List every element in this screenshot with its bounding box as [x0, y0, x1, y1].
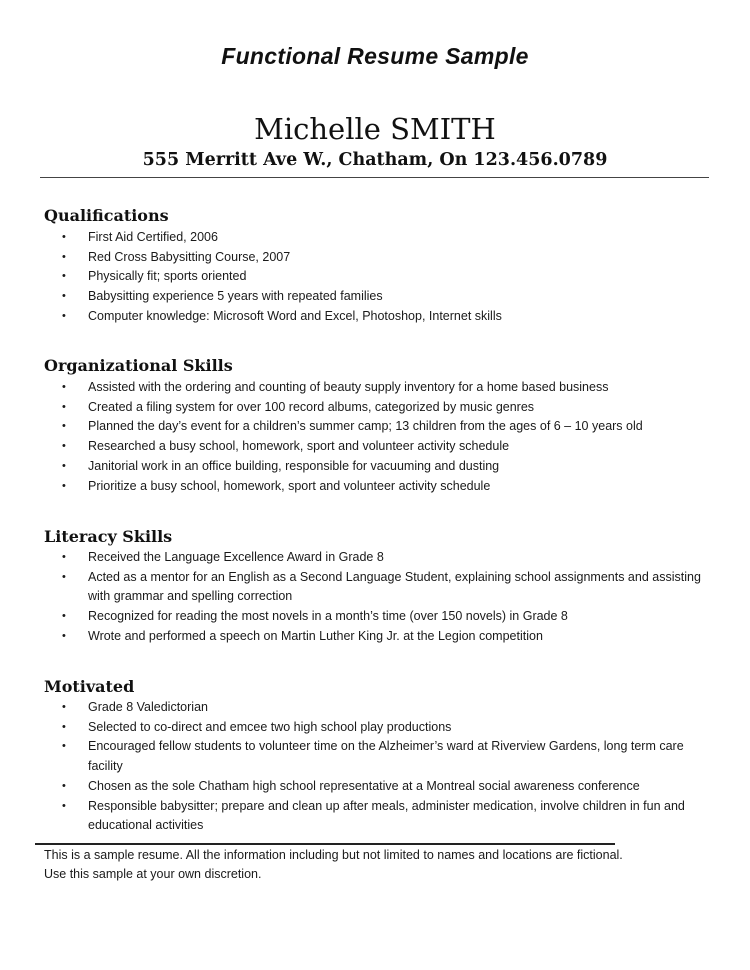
section-heading-organizational-skills: Organizational Skills [44, 356, 233, 375]
bullet-icon: • [62, 381, 66, 393]
candidate-name: Michelle SMITH [254, 112, 496, 146]
list-item: • Grade 8 Valedictorian [62, 698, 702, 718]
contact-line: 555 Merritt Ave W., Chatham, On 123.456.0789 [142, 150, 608, 170]
organizational-skills-list [62, 378, 702, 496]
header-divider [40, 177, 709, 178]
list-item: • Created a filing system for over 100 record albums, categorized by music genres [62, 398, 702, 418]
bullet-icon: • [62, 309, 66, 322]
list-item: • Researched a busy school, homework, sport and volunteer activity schedule [62, 437, 702, 457]
section-heading-motivated: Motivated [44, 677, 135, 696]
list-item: • Responsible babysitter; prepare and clean up after meals, administer medication, involve children in fun and educational activities [62, 798, 685, 833]
list-item: • Chosen as the sole Chatham high school representative at a Montreal social awareness conference [62, 777, 702, 797]
bullet-icon: • [62, 629, 66, 642]
list-item: • First Aid Certified, 2006 [62, 228, 702, 248]
disclaimer-line: This is a sample resume. All the information including but not limited to names and locations are fictional. [44, 848, 623, 862]
bullet-icon: • [62, 701, 66, 713]
bullet-icon: • [62, 779, 66, 792]
bullet-icon: • [62, 479, 66, 492]
bullet-icon: • [62, 551, 66, 563]
list-item: • Babysitting experience 5 years with repeated families [62, 287, 702, 307]
list-item: • Acted as a mentor for an English as a Second Language Student, explaining school assignments and assisting with grammar and spelling correction [62, 569, 701, 604]
list-item: • Received the Language Excellence Award in Grade 8 [62, 548, 702, 568]
list-item: • Physically fit; sports oriented [62, 267, 702, 287]
list-item: • Selected to co-direct and emcee two high school play productions [62, 718, 702, 738]
bullet-icon: • [62, 420, 66, 433]
bullet-icon: • [62, 270, 66, 283]
list-item: • Recognized for reading the most novels in a month’s time (over 150 novels) in Grade 8 [62, 607, 702, 627]
footer-divider [35, 843, 615, 845]
qualifications-list [62, 228, 702, 327]
list-item: • Wrote and performed a speech on Martin Luther King Jr. at the Legion competition [62, 627, 702, 647]
bullet-icon: • [62, 720, 66, 733]
list-item: • Assisted with the ordering and counting of beauty supply inventory for a home based business [62, 378, 702, 398]
bullet-icon: • [62, 231, 66, 243]
bullet-icon: • [62, 740, 66, 753]
section-heading-qualifications: Qualifications [44, 206, 169, 225]
bullet-icon: • [62, 290, 66, 303]
list-item: • Planned the day’s event for a children’s summer camp; 13 children from the ages of 6 – 10 years old [62, 417, 702, 437]
bullet-icon: • [62, 459, 66, 472]
list-item: • Janitorial work in an office building, responsible for vacuuming and dusting [62, 457, 702, 477]
section-heading-literacy-skills: Literacy Skills [44, 527, 173, 546]
bullet-icon: • [62, 610, 66, 623]
list-item: • Prioritize a busy school, homework, sport and volunteer activity schedule [62, 477, 702, 497]
bullet-icon: • [62, 250, 66, 263]
bullet-icon: • [62, 440, 66, 453]
list-item: • Red Cross Babysitting Course, 2007 [62, 248, 702, 268]
bullet-icon: • [62, 400, 66, 413]
list-item: • Computer knowledge: Microsoft Word and Excel, Photoshop, Internet skills [62, 307, 702, 327]
motivated-list [62, 698, 702, 836]
bullet-icon: • [62, 799, 66, 812]
bullet-icon: • [62, 570, 66, 583]
literacy-skills-list [62, 548, 702, 647]
disclaimer [44, 846, 704, 884]
document-title: Functional Resume Sample [221, 43, 529, 69]
list-item: • Encouraged fellow students to volunteer time on the Alzheimer’s ward at Riverview Gardens, long term care facility [62, 739, 684, 774]
disclaimer-line: Use this sample at your own discretion. [44, 867, 262, 881]
